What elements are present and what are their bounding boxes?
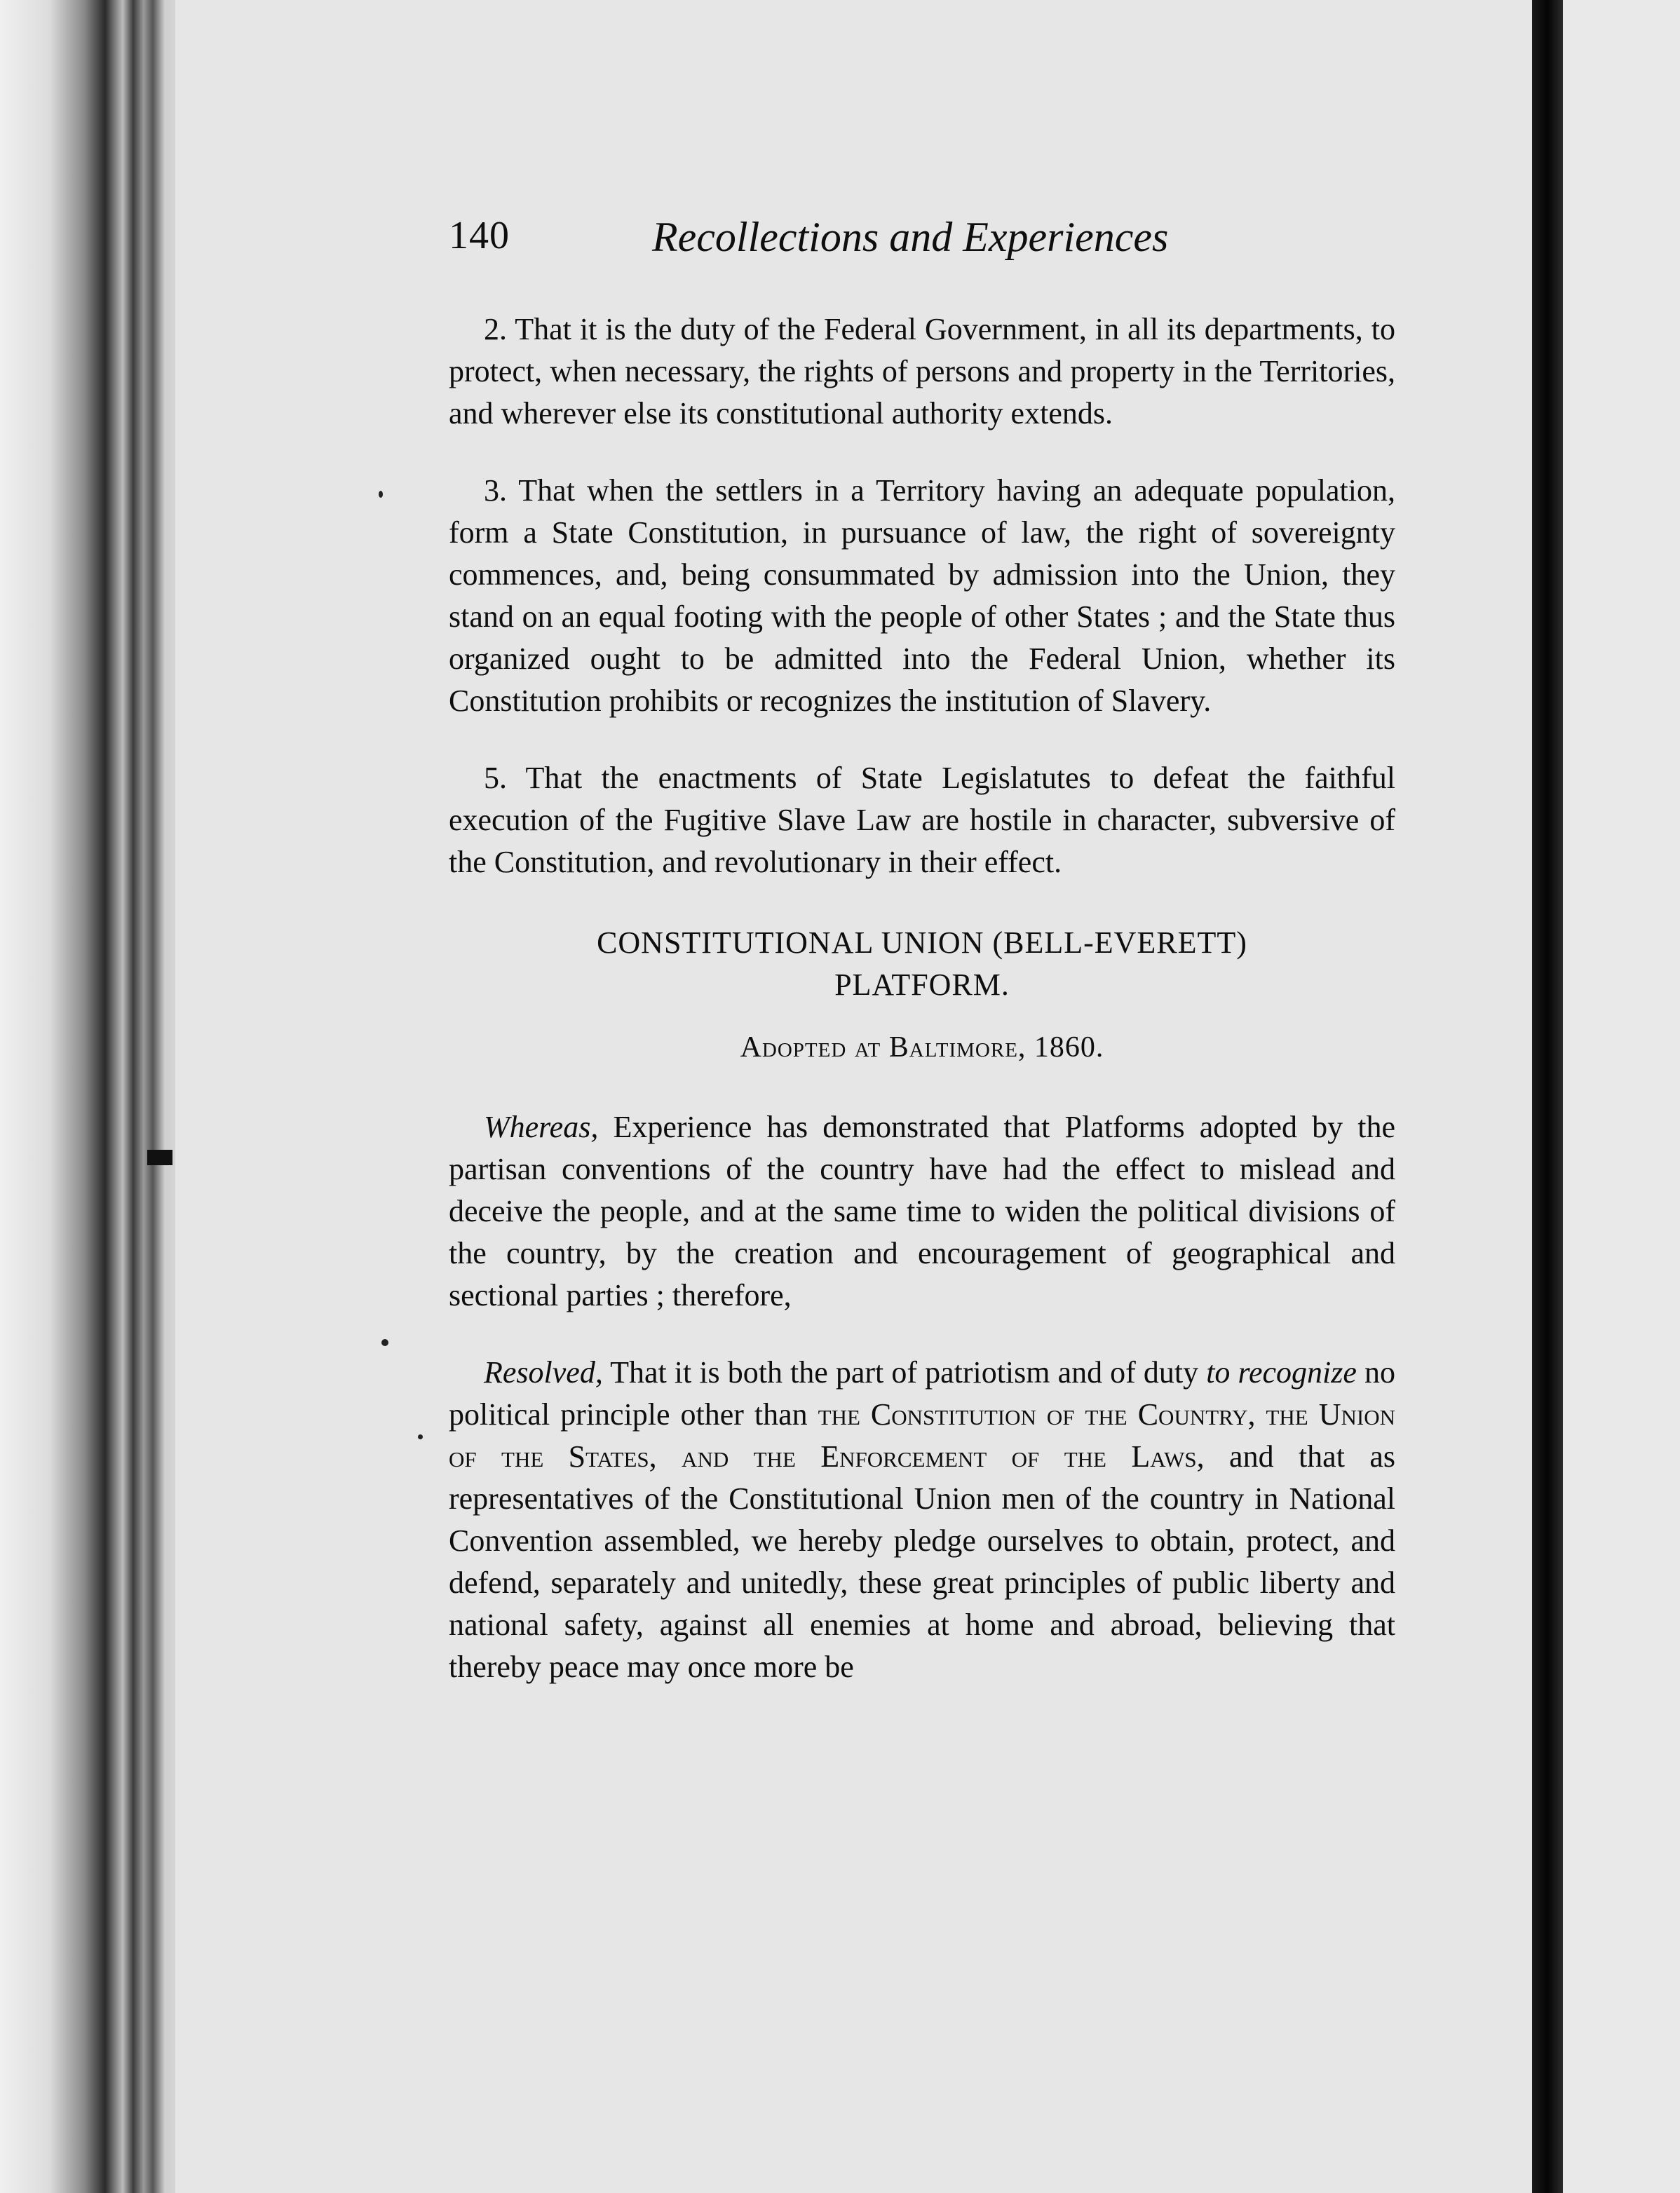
resolved-italic: to recognize xyxy=(1206,1355,1357,1390)
resolved-paragraph xyxy=(449,1352,1395,1688)
section-heading xyxy=(449,922,1395,1006)
whereas-paragraph xyxy=(449,1106,1395,1317)
whereas-text: Experience has demonstrated that Platforms adopted by the partisan conventions of the country have had the effect to mislead and deceive the people, and at the same time to widen the political divisions of the country, by the creation and encouragement of geographical and sectional parties ; therefore, xyxy=(449,1110,1395,1312)
platform-clause-5: 5. That the enactments of State Legislatutes to defeat the faithful execution of the Fugitive Slave Law are hostile in character, subversive of the Constitution, and revolutionary in their effect. xyxy=(449,761,1395,879)
platform-clause-2: 2. That it is the duty of the Federal Government, in all its departments, to protect, when necessary, the rights of persons and property in the Territories, and wherever else its constitutional authority extends. xyxy=(449,312,1395,430)
resolved-text-3: and that as representatives of the Constitutional Union men of the country in National Convention assembled, we hereby pledge ourselves to obtain, protect, and defend, separately and unitedly, these great principles of public liberty and national safety, against all enemies at home and abroad, believing that thereby peace may once more be xyxy=(449,1439,1395,1684)
running-header xyxy=(449,196,1395,259)
page-gutter xyxy=(1532,0,1563,2193)
book-binding-shadow xyxy=(0,0,182,2193)
section-subheading: Adopted at Baltimore, 1860. xyxy=(740,1031,1104,1064)
scan-speck xyxy=(379,491,383,498)
scan-speck xyxy=(418,1434,423,1439)
adjacent-page-edge xyxy=(1563,0,1680,2193)
binding-mark xyxy=(147,1150,172,1165)
running-title: Recollections and Experiences xyxy=(652,214,1169,260)
section-heading-line-1: CONSTITUTIONAL UNION (BELL-EVERETT) xyxy=(597,925,1247,960)
platform-clause-3: 3. That when the settlers in a Territory having an adequate population, form a State Constitution, in pursuance of law, the right of sovereignty commences, and, being consummated by admission into the Union, they stand on an equal footing with the people of other States ; and the State thus organized ought to be admitted into the Federal Union, whether its Constitution prohibits or recognizes the institution of Slavery. xyxy=(449,473,1395,718)
resolved-text-1: That it is both the part of patriotism and of duty xyxy=(602,1355,1207,1390)
resolved-small-caps: the Constitution of the Country, the Union of the States, and the Enforcement of the Laws, xyxy=(449,1397,1395,1474)
section-heading-line-2: PLATFORM. xyxy=(834,968,1010,1002)
page-number: 140 xyxy=(449,214,510,257)
resolved-text-2: no political principle other than xyxy=(449,1355,1395,1432)
scan-speck xyxy=(381,1339,388,1346)
whereas-lead: Whereas, xyxy=(484,1110,599,1144)
resolved-lead: Resolved, xyxy=(484,1355,603,1390)
page-content xyxy=(449,196,1395,1723)
